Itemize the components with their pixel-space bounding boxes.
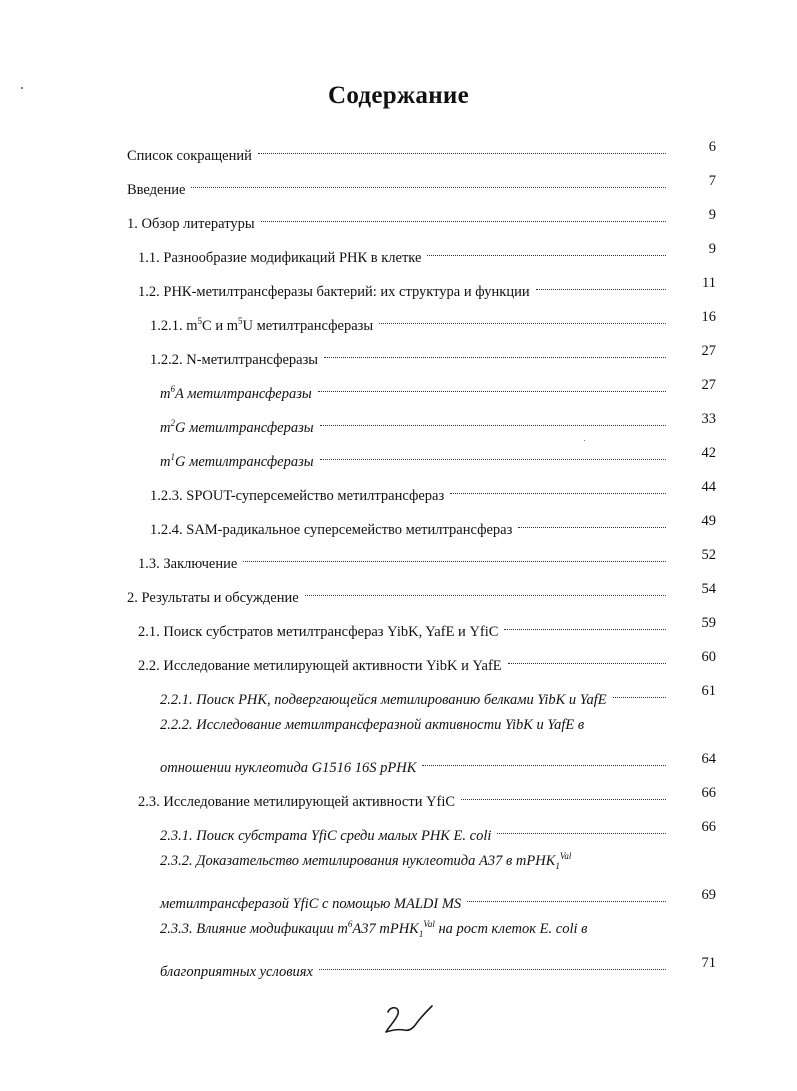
- toc-page-number: 66: [701, 785, 716, 801]
- leader-dots: [318, 367, 666, 392]
- leader-dots: [504, 605, 666, 630]
- toc-entry[interactable]: [0, 543, 797, 572]
- toc-entry[interactable]: [0, 883, 797, 912]
- toc-entry-label: благоприятных условиях: [160, 964, 313, 980]
- toc-page-number: 27: [701, 377, 716, 393]
- toc-entry-label: Список сокращений: [127, 148, 252, 164]
- toc-entry-label: 2. Результаты и обсуждение: [127, 590, 299, 606]
- leader-dots: [305, 571, 666, 596]
- toc-entry-label: 2.3. Исследование метилирующей активности YfiC: [138, 794, 456, 810]
- leader-dots: [450, 469, 666, 494]
- toc-page-number: 11: [702, 275, 716, 291]
- toc-entry[interactable]: [0, 441, 797, 470]
- toc-entry-label: $m^2G$ метилтрансферазы: [160, 418, 314, 436]
- toc-page-number: 16: [701, 309, 716, 325]
- toc-entry[interactable]: [0, 237, 797, 266]
- toc-entry[interactable]: [0, 169, 797, 198]
- toc-entry-label: Введение: [127, 182, 186, 198]
- toc-entry-label: 1.2. РНК-метилтрансферазы бактерий: их структура и функции: [138, 284, 530, 300]
- leader-dots: [613, 673, 666, 698]
- toc-entry-label: 1.2.4. SAM-радикальное суперсемейство метилтрансфераз: [150, 522, 513, 538]
- toc-entry-label: 2.2. Исследование метилирующей активности YibK и YafE: [138, 658, 502, 674]
- toc-entry[interactable]: [0, 407, 797, 436]
- leader-dots: [320, 401, 666, 426]
- toc-page-number: 44: [701, 479, 716, 495]
- leader-dots: [258, 129, 666, 154]
- toc-page-number: 27: [701, 343, 716, 359]
- toc-entry-label: 2.3.1. Поиск субстрата YfiC среди малых РНК E. coli: [160, 828, 492, 844]
- toc-page-number: 54: [701, 581, 716, 597]
- leader-dots: [379, 299, 666, 324]
- toc-page-number: 42: [701, 445, 716, 461]
- toc-entry-line1: [0, 713, 797, 737]
- toc-entry-label: метилтрансферазой YfiC с помощью MALDI MS: [160, 896, 462, 912]
- toc-entry-line1: [0, 917, 797, 941]
- toc-entry-label-line1: 2.3.2. Доказательство метилирования нуклеотида А37 в тРНК$_1^{Val}$: [160, 851, 572, 871]
- toc-page-number: 59: [701, 615, 716, 631]
- toc-page-number: 66: [701, 819, 716, 835]
- toc-entry-label: 1.2.1. $m^5C$ и $m^5U$ метилтрансферазы: [150, 316, 374, 334]
- leader-dots: [191, 163, 666, 188]
- leader-dots: [320, 435, 666, 460]
- toc-entry-label: $m^6A$ метилтрансферазы: [160, 384, 312, 402]
- leader-dots: [461, 775, 666, 800]
- toc-entry[interactable]: [0, 781, 797, 810]
- scan-speck: [584, 440, 585, 441]
- toc-entry[interactable]: [0, 339, 797, 368]
- toc-entry-label: $m^1G$ метилтрансферазы: [160, 452, 314, 470]
- toc-page-number: 61: [701, 683, 716, 699]
- leader-dots: [243, 537, 666, 562]
- handwritten-signature-icon: [378, 1002, 434, 1038]
- leader-dots: [518, 503, 666, 528]
- toc-entry[interactable]: [0, 645, 797, 674]
- toc-entry[interactable]: [0, 611, 797, 640]
- toc-page-number: 71: [701, 955, 716, 971]
- toc-entry-label: 2.1. Поиск субстратов метилтрансфераз YibK, YafE и YfiC: [138, 624, 499, 640]
- toc-entry-label: 2.2.1. Поиск РНК, подвергающейся метилированию белками YibK и YafE: [160, 692, 607, 708]
- toc-page-number: 7: [708, 173, 716, 189]
- toc-entry[interactable]: [0, 475, 797, 504]
- toc-page-number: 6: [708, 139, 716, 155]
- scan-speck: [21, 87, 23, 89]
- toc-entry-label: 1. Обзор литературы: [127, 216, 255, 232]
- leader-dots: [536, 265, 666, 290]
- leader-dots: [261, 197, 666, 222]
- page-title: Содержание: [327, 82, 469, 109]
- toc-page-number: 9: [708, 207, 716, 223]
- toc-page-number: 9: [708, 241, 716, 257]
- leader-dots: [319, 945, 666, 970]
- toc-entry[interactable]: [0, 135, 797, 164]
- toc-page-number: 52: [701, 547, 716, 563]
- toc-entry[interactable]: [0, 679, 797, 708]
- toc-entry[interactable]: [0, 271, 797, 300]
- toc-entry-label-line1: 2.2.2. Исследование метилтрансферазной активности YibK и YafE в: [160, 717, 585, 733]
- leader-dots: [497, 809, 666, 834]
- toc-entry[interactable]: [0, 203, 797, 232]
- toc-entry-label-line1: 2.3.3. Влияние модификации $m^6A37$ тРНК$_1^{Val}$ на рост клеток E. coli в: [160, 919, 588, 939]
- toc-entry[interactable]: [0, 509, 797, 538]
- toc-entry[interactable]: [0, 747, 797, 776]
- toc-entry-label: 1.2.2. N-метилтрансферазы: [150, 352, 319, 368]
- leader-dots: [467, 877, 666, 902]
- toc-entry[interactable]: [0, 305, 797, 334]
- leader-dots: [324, 333, 666, 358]
- leader-dots: [427, 231, 666, 256]
- toc-entry[interactable]: [0, 577, 797, 606]
- toc-page-number: 33: [701, 411, 716, 427]
- toc-page-number: 64: [701, 751, 716, 767]
- toc-entry[interactable]: [0, 951, 797, 980]
- toc-page-number: 60: [701, 649, 716, 665]
- toc-entry-line1: [0, 849, 797, 873]
- toc-page-number: 69: [701, 887, 716, 903]
- toc-entry-label: 1.2.3. SPOUT-суперсемейство метилтрансфераз: [150, 488, 445, 504]
- toc-entry-label: отношении нуклеотида G1516 16S рРНК: [160, 760, 417, 776]
- leader-dots: [508, 639, 666, 664]
- toc-entry-label: 1.3. Заключение: [138, 556, 238, 572]
- toc-entry-label: 1.1. Разнообразие модификаций РНК в клетке: [138, 250, 422, 266]
- toc-entry[interactable]: [0, 373, 797, 402]
- toc-page-number: 49: [701, 513, 716, 529]
- leader-dots: [422, 741, 666, 766]
- toc-entry[interactable]: [0, 815, 797, 844]
